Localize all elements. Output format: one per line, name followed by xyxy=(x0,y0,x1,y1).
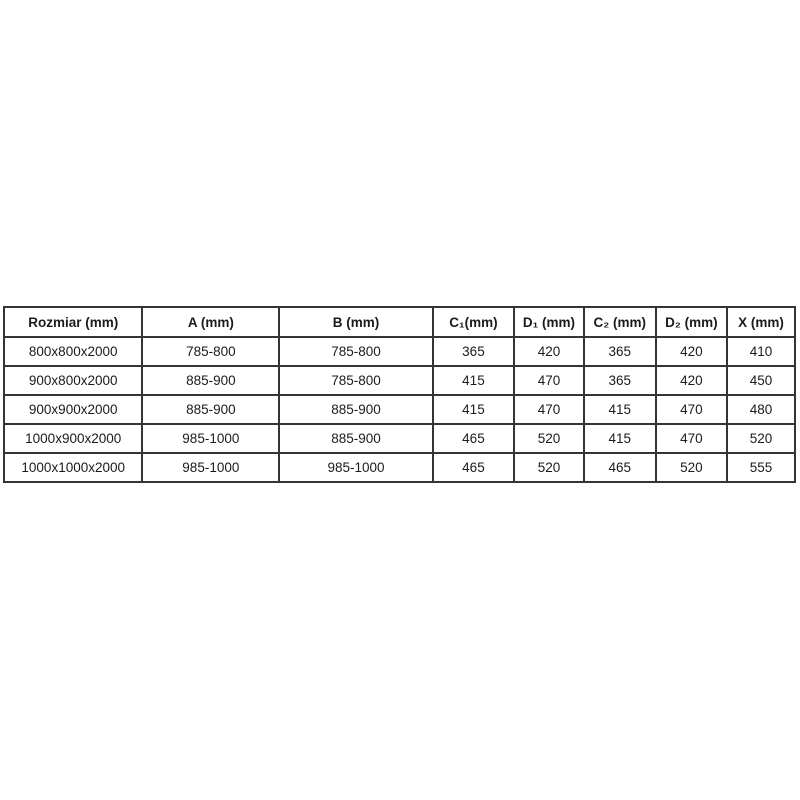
table-cell: 470 xyxy=(514,366,584,395)
table-cell: 985-1000 xyxy=(142,424,279,453)
table-cell: 465 xyxy=(584,453,656,482)
table-cell: 985-1000 xyxy=(142,453,279,482)
table-cell: 885-900 xyxy=(279,395,432,424)
column-header: Rozmiar (mm) xyxy=(4,307,142,337)
table-row xyxy=(4,424,795,453)
table-cell: 520 xyxy=(514,424,584,453)
table-cell: 470 xyxy=(656,424,727,453)
table-cell: 470 xyxy=(656,395,727,424)
table-row xyxy=(4,395,795,424)
table-cell: 470 xyxy=(514,395,584,424)
table-cell: 985-1000 xyxy=(279,453,432,482)
table-row xyxy=(4,453,795,482)
table-body xyxy=(4,337,795,482)
table-cell: 465 xyxy=(433,424,514,453)
table-cell: 420 xyxy=(656,337,727,366)
table-cell: 1000x1000x2000 xyxy=(4,453,142,482)
size-dimensions-table xyxy=(3,306,796,483)
table-cell: 420 xyxy=(514,337,584,366)
column-header: B (mm) xyxy=(279,307,432,337)
column-header: C₂ (mm) xyxy=(584,307,656,337)
table-cell: 410 xyxy=(727,337,795,366)
table-cell: 365 xyxy=(584,337,656,366)
column-header: X (mm) xyxy=(727,307,795,337)
table-cell: 415 xyxy=(584,395,656,424)
table-cell: 900x900x2000 xyxy=(4,395,142,424)
table-row xyxy=(4,366,795,395)
table-cell: 365 xyxy=(433,337,514,366)
table-cell: 520 xyxy=(514,453,584,482)
table-cell: 900x800x2000 xyxy=(4,366,142,395)
column-header: A (mm) xyxy=(142,307,279,337)
table-cell: 1000x900x2000 xyxy=(4,424,142,453)
table-cell: 555 xyxy=(727,453,795,482)
table-cell: 450 xyxy=(727,366,795,395)
table-cell: 415 xyxy=(433,395,514,424)
table-cell: 480 xyxy=(727,395,795,424)
table-cell: 520 xyxy=(727,424,795,453)
table-cell: 420 xyxy=(656,366,727,395)
table-cell: 785-800 xyxy=(142,337,279,366)
table-cell: 415 xyxy=(584,424,656,453)
table-header-row xyxy=(4,307,795,337)
table-cell: 415 xyxy=(433,366,514,395)
table-cell: 800x800x2000 xyxy=(4,337,142,366)
column-header: D₂ (mm) xyxy=(656,307,727,337)
table-cell: 520 xyxy=(656,453,727,482)
table-cell: 885-900 xyxy=(279,424,432,453)
table-cell: 885-900 xyxy=(142,395,279,424)
column-header: D₁ (mm) xyxy=(514,307,584,337)
table-cell: 885-900 xyxy=(142,366,279,395)
table-cell: 785-800 xyxy=(279,337,432,366)
table-row xyxy=(4,337,795,366)
table-cell: 785-800 xyxy=(279,366,432,395)
table-cell: 365 xyxy=(584,366,656,395)
table-cell: 465 xyxy=(433,453,514,482)
column-header: C₁(mm) xyxy=(433,307,514,337)
